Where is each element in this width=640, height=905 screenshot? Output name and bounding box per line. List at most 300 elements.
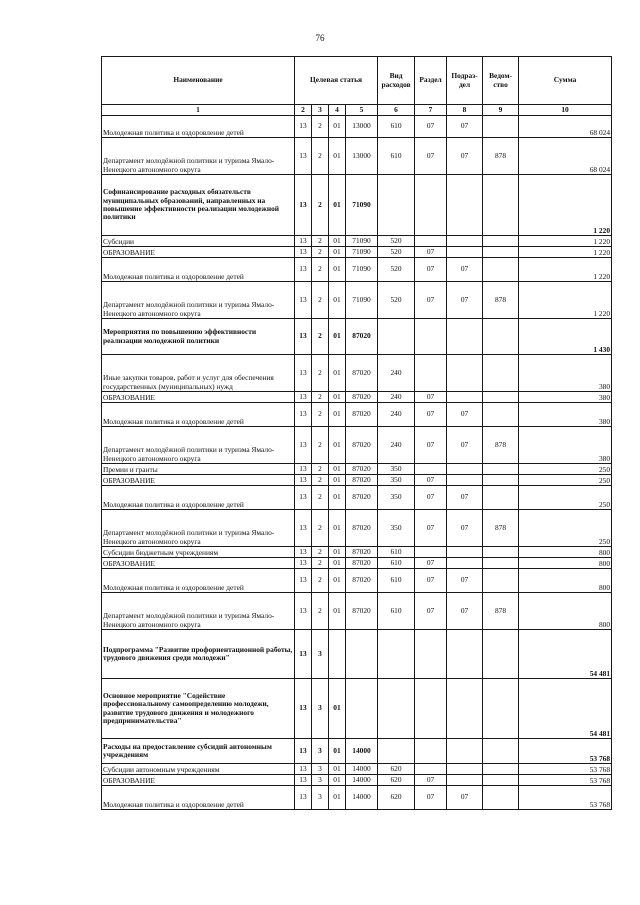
sum-cell: 54 481: [519, 630, 612, 679]
department-cell: [483, 679, 519, 739]
row-name: Молодежная политика и оздоровление детей: [102, 258, 295, 282]
expense-type-cell: 520: [378, 236, 415, 247]
code-subprogram: 2: [312, 282, 329, 319]
table-row: [102, 258, 612, 282]
expense-type-cell: 240: [378, 355, 415, 392]
code-program: 13: [295, 116, 312, 138]
code-direction: 71090: [346, 282, 378, 319]
code-direction: [346, 679, 378, 739]
table-row: [102, 464, 612, 475]
row-name: ОБРАЗОВАНИЕ: [102, 475, 295, 486]
expense-type-cell: 610: [378, 558, 415, 569]
code-subprogram: 2: [312, 392, 329, 403]
section-cell: 07: [415, 475, 447, 486]
code-measure: 01: [329, 739, 346, 764]
expense-type-cell: 610: [378, 569, 415, 593]
subsection-cell: [447, 630, 483, 679]
code-subprogram: 2: [312, 116, 329, 138]
code-program: 13: [295, 355, 312, 392]
code-direction: 14000: [346, 764, 378, 775]
expense-type-cell: [378, 679, 415, 739]
section-cell: 07: [415, 593, 447, 630]
code-measure: 01: [329, 464, 346, 475]
row-name: Основное мероприятие "Содействие профессиональному самоопределению молодежи, развитие трудового движения и молодежного предпринимательства": [102, 679, 295, 739]
expense-type-cell: 610: [378, 547, 415, 558]
row-name: Департамент молодёжной политики и туризма Ямало-Ненецкого автономного округа: [102, 427, 295, 464]
code-direction: 71090: [346, 258, 378, 282]
department-cell: [483, 558, 519, 569]
table-row: [102, 569, 612, 593]
code-direction: 13000: [346, 138, 378, 175]
table-row: [102, 739, 612, 764]
department-cell: [483, 247, 519, 258]
code-program: 13: [295, 247, 312, 258]
code-subprogram: 3: [312, 679, 329, 739]
department-cell: 878: [483, 593, 519, 630]
row-name: Молодежная политика и оздоровление детей: [102, 569, 295, 593]
row-name: ОБРАЗОВАНИЕ: [102, 775, 295, 786]
subsection-cell: 07: [447, 138, 483, 175]
subsection-cell: [447, 739, 483, 764]
subsection-cell: 07: [447, 569, 483, 593]
sum-cell: 250: [519, 475, 612, 486]
section-cell: [415, 630, 447, 679]
code-measure: 01: [329, 775, 346, 786]
code-subprogram: 2: [312, 403, 329, 427]
row-name: Департамент молодёжной политики и туризма Ямало-Ненецкого автономного округа: [102, 138, 295, 175]
code-measure: 01: [329, 403, 346, 427]
expense-type-cell: 240: [378, 403, 415, 427]
row-name: ОБРАЗОВАНИЕ: [102, 558, 295, 569]
sum-cell: 380: [519, 427, 612, 464]
code-direction: 71090: [346, 247, 378, 258]
department-cell: [483, 786, 519, 810]
section-cell: [415, 175, 447, 236]
code-measure: 01: [329, 355, 346, 392]
expense-type-cell: 620: [378, 764, 415, 775]
section-cell: 07: [415, 569, 447, 593]
subsection-cell: [447, 319, 483, 355]
code-subprogram: 3: [312, 764, 329, 775]
department-cell: [483, 486, 519, 510]
code-direction: 71090: [346, 236, 378, 247]
code-direction: 14000: [346, 739, 378, 764]
row-name: Молодежная политика и оздоровление детей: [102, 786, 295, 810]
code-subprogram: 3: [312, 630, 329, 679]
section-cell: 07: [415, 116, 447, 138]
table-row: [102, 427, 612, 464]
code-subprogram: 2: [312, 593, 329, 630]
code-direction: 87020: [346, 569, 378, 593]
colnum: 8: [447, 105, 483, 116]
sum-cell: 53 768: [519, 775, 612, 786]
row-name: Молодежная политика и оздоровление детей: [102, 116, 295, 138]
expense-type-cell: 240: [378, 427, 415, 464]
department-cell: [483, 355, 519, 392]
row-name: Молодежная политика и оздоровление детей: [102, 486, 295, 510]
table-row: [102, 547, 612, 558]
code-direction: 87020: [346, 475, 378, 486]
sum-cell: 250: [519, 510, 612, 547]
colnum: 6: [378, 105, 415, 116]
department-cell: 878: [483, 138, 519, 175]
code-measure: 01: [329, 116, 346, 138]
subsection-cell: [447, 679, 483, 739]
section-cell: 07: [415, 392, 447, 403]
code-measure: 01: [329, 558, 346, 569]
table-row: [102, 475, 612, 486]
subsection-cell: [447, 392, 483, 403]
subsection-cell: [447, 475, 483, 486]
code-direction: 87020: [346, 464, 378, 475]
section-cell: 07: [415, 403, 447, 427]
code-subprogram: 2: [312, 475, 329, 486]
table-row: [102, 764, 612, 775]
row-name: Департамент молодёжной политики и туризма Ямало-Ненецкого автономного округа: [102, 510, 295, 547]
code-direction: 14000: [346, 775, 378, 786]
table-row: [102, 593, 612, 630]
code-subprogram: 2: [312, 355, 329, 392]
subsection-cell: 07: [447, 116, 483, 138]
section-cell: 07: [415, 486, 447, 510]
expense-type-cell: 350: [378, 486, 415, 510]
colnum: 3: [312, 105, 329, 116]
subsection-cell: [447, 464, 483, 475]
code-program: 13: [295, 464, 312, 475]
code-program: 13: [295, 258, 312, 282]
code-direction: 87020: [346, 319, 378, 355]
department-cell: [483, 175, 519, 236]
code-measure: 01: [329, 247, 346, 258]
colnum: 10: [519, 105, 612, 116]
code-measure: 01: [329, 282, 346, 319]
table-row: [102, 630, 612, 679]
department-cell: [483, 403, 519, 427]
expense-type-cell: 350: [378, 510, 415, 547]
code-program: 13: [295, 558, 312, 569]
expense-type-cell: 520: [378, 247, 415, 258]
colnum: 4: [329, 105, 346, 116]
table-row: [102, 392, 612, 403]
code-direction: 87020: [346, 558, 378, 569]
expense-type-cell: [378, 319, 415, 355]
code-measure: 01: [329, 569, 346, 593]
code-direction: 87020: [346, 547, 378, 558]
row-name: Премии и гранты: [102, 464, 295, 475]
colnum: 7: [415, 105, 447, 116]
code-program: 13: [295, 547, 312, 558]
table-row: [102, 319, 612, 355]
code-program: 13: [295, 593, 312, 630]
sum-cell: 1 220: [519, 247, 612, 258]
department-cell: [483, 775, 519, 786]
section-cell: 07: [415, 282, 447, 319]
section-cell: 07: [415, 138, 447, 175]
subsection-cell: 07: [447, 427, 483, 464]
code-program: 13: [295, 679, 312, 739]
table-row: [102, 355, 612, 392]
table-body: [102, 116, 612, 810]
table-row: [102, 175, 612, 236]
table-row: [102, 786, 612, 810]
code-program: 13: [295, 486, 312, 510]
section-cell: [415, 764, 447, 775]
row-name: ОБРАЗОВАНИЕ: [102, 247, 295, 258]
code-subprogram: 2: [312, 547, 329, 558]
colnum: 2: [295, 105, 312, 116]
sum-cell: 68 024: [519, 138, 612, 175]
row-name: Иные закупки товаров, работ и услуг для обеспечения государственных (муниципальных) нужд: [102, 355, 295, 392]
header-expense-type: Вид расходов: [378, 57, 415, 105]
sum-cell: 800: [519, 569, 612, 593]
table-row: [102, 558, 612, 569]
code-measure: 01: [329, 475, 346, 486]
sum-cell: 54 481: [519, 679, 612, 739]
code-subprogram: 2: [312, 427, 329, 464]
department-cell: [483, 392, 519, 403]
department-cell: [483, 236, 519, 247]
sum-cell: 68 024: [519, 116, 612, 138]
row-name: Субсидии: [102, 236, 295, 247]
expense-type-cell: 520: [378, 282, 415, 319]
code-direction: 87020: [346, 593, 378, 630]
code-measure: 01: [329, 427, 346, 464]
department-cell: 878: [483, 282, 519, 319]
section-cell: [415, 355, 447, 392]
section-cell: [415, 679, 447, 739]
table-row: [102, 282, 612, 319]
code-program: 13: [295, 427, 312, 464]
subsection-cell: 07: [447, 403, 483, 427]
section-cell: [415, 319, 447, 355]
code-program: 13: [295, 475, 312, 486]
sum-cell: 1 220: [519, 236, 612, 247]
code-direction: [346, 630, 378, 679]
code-subprogram: 2: [312, 558, 329, 569]
code-measure: 01: [329, 138, 346, 175]
header-target-article: Целевая статья: [295, 57, 378, 105]
subsection-cell: [447, 236, 483, 247]
colnum: 9: [483, 105, 519, 116]
table-row: [102, 486, 612, 510]
department-cell: [483, 630, 519, 679]
code-subprogram: 2: [312, 464, 329, 475]
code-subprogram: 2: [312, 319, 329, 355]
sum-cell: 53 768: [519, 764, 612, 775]
code-direction: 13000: [346, 116, 378, 138]
expense-type-cell: [378, 739, 415, 764]
department-cell: [483, 569, 519, 593]
sum-cell: 800: [519, 593, 612, 630]
code-direction: 87020: [346, 427, 378, 464]
code-program: 13: [295, 786, 312, 810]
sum-cell: 53 768: [519, 786, 612, 810]
subsection-cell: 07: [447, 593, 483, 630]
table-row: [102, 403, 612, 427]
table-header-row: [102, 57, 612, 105]
page-number: 76: [315, 33, 325, 43]
code-measure: 01: [329, 236, 346, 247]
colnum: 5: [346, 105, 378, 116]
subsection-cell: [447, 355, 483, 392]
code-measure: 01: [329, 319, 346, 355]
code-subprogram: 2: [312, 247, 329, 258]
code-direction: 87020: [346, 392, 378, 403]
expense-type-cell: [378, 175, 415, 236]
sum-cell: 250: [519, 464, 612, 475]
section-cell: [415, 236, 447, 247]
code-program: 13: [295, 630, 312, 679]
expense-type-cell: 350: [378, 464, 415, 475]
department-cell: [483, 739, 519, 764]
subsection-cell: 07: [447, 486, 483, 510]
subsection-cell: 07: [447, 258, 483, 282]
subsection-cell: [447, 247, 483, 258]
subsection-cell: [447, 775, 483, 786]
expense-type-cell: 620: [378, 786, 415, 810]
code-measure: 01: [329, 510, 346, 547]
department-cell: [483, 475, 519, 486]
code-subprogram: 3: [312, 739, 329, 764]
code-subprogram: 3: [312, 786, 329, 810]
code-measure: 01: [329, 679, 346, 739]
code-direction: 87020: [346, 403, 378, 427]
department-cell: [483, 464, 519, 475]
code-program: 13: [295, 764, 312, 775]
department-cell: 878: [483, 510, 519, 547]
expense-type-cell: 240: [378, 392, 415, 403]
row-name: ОБРАЗОВАНИЕ: [102, 392, 295, 403]
sum-cell: 1 220: [519, 258, 612, 282]
subsection-cell: [447, 547, 483, 558]
row-name: Расходы на предоставление субсидий автономным учреждениям: [102, 739, 295, 764]
code-subprogram: 3: [312, 775, 329, 786]
department-cell: [483, 547, 519, 558]
code-subprogram: 2: [312, 175, 329, 236]
code-measure: 01: [329, 175, 346, 236]
section-cell: [415, 464, 447, 475]
subsection-cell: 07: [447, 510, 483, 547]
code-program: 13: [295, 569, 312, 593]
subsection-cell: [447, 175, 483, 236]
code-measure: 01: [329, 764, 346, 775]
expense-type-cell: 350: [378, 475, 415, 486]
code-subprogram: 2: [312, 510, 329, 547]
row-name: Департамент молодёжной политики и туризма Ямало-Ненецкого автономного округа: [102, 593, 295, 630]
table-row: [102, 236, 612, 247]
row-name: Софинансирование расходных обязательств муниципальных образований, направленных на повышение эффективности реализации молодежной политики: [102, 175, 295, 236]
code-program: 13: [295, 739, 312, 764]
code-program: 13: [295, 319, 312, 355]
code-measure: 01: [329, 486, 346, 510]
section-cell: [415, 547, 447, 558]
sum-cell: 53 768: [519, 739, 612, 764]
header-name: Наименование: [102, 57, 295, 105]
table-row: [102, 116, 612, 138]
sum-cell: 380: [519, 392, 612, 403]
code-program: 13: [295, 138, 312, 175]
header-section: Раздел: [415, 57, 447, 105]
code-measure: 01: [329, 547, 346, 558]
section-cell: 07: [415, 510, 447, 547]
header-sum: Сумма: [519, 57, 612, 105]
sum-cell: 800: [519, 558, 612, 569]
code-measure: 01: [329, 258, 346, 282]
sum-cell: 1 430: [519, 319, 612, 355]
section-cell: 07: [415, 558, 447, 569]
code-direction: 87020: [346, 510, 378, 547]
code-program: 13: [295, 392, 312, 403]
row-name: Субсидии бюджетным учреждениям: [102, 547, 295, 558]
code-direction: 14000: [346, 786, 378, 810]
code-subprogram: 2: [312, 138, 329, 175]
code-direction: 71090: [346, 175, 378, 236]
table-row: [102, 775, 612, 786]
subsection-cell: 07: [447, 786, 483, 810]
budget-table: [101, 56, 612, 810]
section-cell: 07: [415, 247, 447, 258]
row-name: Молодежная политика и оздоровление детей: [102, 403, 295, 427]
sum-cell: 1 220: [519, 175, 612, 236]
sum-cell: 800: [519, 547, 612, 558]
expense-type-cell: 610: [378, 138, 415, 175]
expense-type-cell: 520: [378, 258, 415, 282]
department-cell: [483, 764, 519, 775]
section-cell: 07: [415, 775, 447, 786]
department-cell: 878: [483, 427, 519, 464]
expense-type-cell: [378, 630, 415, 679]
department-cell: [483, 116, 519, 138]
subsection-cell: 07: [447, 282, 483, 319]
section-cell: [415, 739, 447, 764]
code-program: 13: [295, 775, 312, 786]
table-row: [102, 510, 612, 547]
table-row: [102, 138, 612, 175]
expense-type-cell: 610: [378, 116, 415, 138]
code-program: 13: [295, 282, 312, 319]
code-program: 13: [295, 236, 312, 247]
column-number-row: [102, 105, 612, 116]
header-department: Ведом-ство: [483, 57, 519, 105]
code-program: 13: [295, 403, 312, 427]
row-name: Подпрограмма "Развитие профориентационной работы, трудового движения среди молодежи": [102, 630, 295, 679]
code-program: 13: [295, 175, 312, 236]
subsection-cell: [447, 764, 483, 775]
row-name: Департамент молодёжной политики и туризма Ямало-Ненецкого автономного округа: [102, 282, 295, 319]
section-cell: 07: [415, 258, 447, 282]
section-cell: 07: [415, 786, 447, 810]
table-row: [102, 679, 612, 739]
sum-cell: 380: [519, 355, 612, 392]
code-measure: [329, 630, 346, 679]
code-subprogram: 2: [312, 569, 329, 593]
expense-type-cell: 620: [378, 775, 415, 786]
sum-cell: 1 220: [519, 282, 612, 319]
section-cell: 07: [415, 427, 447, 464]
colnum: 1: [102, 105, 295, 116]
department-cell: [483, 258, 519, 282]
header-subsection: Подраз-дел: [447, 57, 483, 105]
code-direction: 87020: [346, 486, 378, 510]
code-program: 13: [295, 510, 312, 547]
code-measure: 01: [329, 786, 346, 810]
row-name: Субсидии автономным учреждениям: [102, 764, 295, 775]
code-subprogram: 2: [312, 236, 329, 247]
sum-cell: 380: [519, 403, 612, 427]
row-name: Мероприятия по повышению эффективности реализации молодежной политики: [102, 319, 295, 355]
department-cell: [483, 319, 519, 355]
subsection-cell: [447, 558, 483, 569]
